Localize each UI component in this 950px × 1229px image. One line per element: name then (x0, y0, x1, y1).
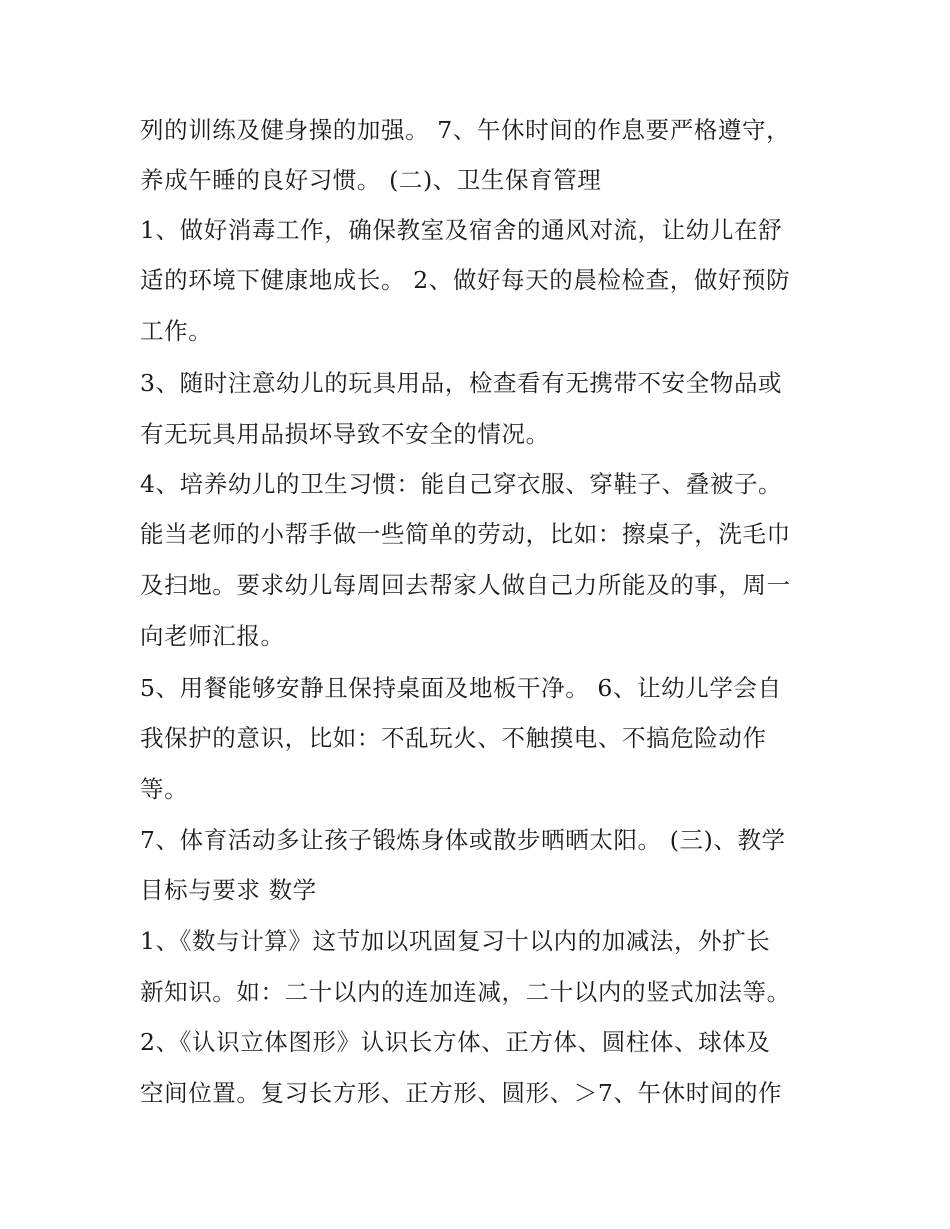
text-line: 空间位置。复习长方形、正方形、圆形、＞7、午休时间的作 (140, 1079, 783, 1107)
text-line: 3、随时注意幼儿的玩具用品，检查看有无携带不安全物品或 (140, 369, 783, 397)
text-line: 向老师汇报。 (140, 622, 285, 650)
text-line: 养成午睡的良好习惯。 (二)、卫生保育管理 (140, 166, 602, 194)
text-line: 1、做好消毒工作，确保教室及宿舍的通风对流，让幼儿在舒 (140, 216, 783, 244)
text-line: 2、《认识立体图形》认识长方体、正方体、圆柱体、球体及 (140, 1028, 771, 1056)
text-line: 工作。 (140, 317, 213, 345)
text-line: 有无玩具用品损坏导致不安全的情况。 (140, 420, 550, 448)
text-line: 新知识。如：二十以内的连加连减，二十以内的竖式加法等。 (140, 978, 791, 1006)
text-line: 能当老师的小帮手做一些简单的劳动，比如：擦桌子，洗毛巾 (140, 520, 791, 548)
text-line: 等。 (140, 775, 189, 803)
text-line: 5、用餐能够安静且保持桌面及地板干净。 6、让幼儿学会自 (140, 674, 782, 702)
text-line: 1、《数与计算》这节加以巩固复习十以内的加减法，外扩长 (140, 927, 771, 955)
text-line: 目标与要求 数学 (140, 876, 317, 904)
text-line: 适的环境下健康地成长。 2、做好每天的晨检检查，做好预防 (140, 266, 791, 294)
text-line: 4、培养幼儿的卫生习惯：能自己穿衣服、穿鞋子、叠被子。 (140, 470, 783, 498)
text-line: 及扫地。要求幼儿每周回去帮家人做自己力所能及的事，周一 (140, 571, 791, 599)
text-line: 列的训练及健身操的加强。 7、午休时间的作息要严格遵守， (140, 116, 791, 144)
text-line: 我保护的意识，比如：不乱玩火、不触摸电、不搞危险动作 (140, 724, 767, 752)
text-line: 7、体育活动多让孩子锻炼身体或散步晒晒太阳。 (三)、教学 (140, 826, 786, 854)
